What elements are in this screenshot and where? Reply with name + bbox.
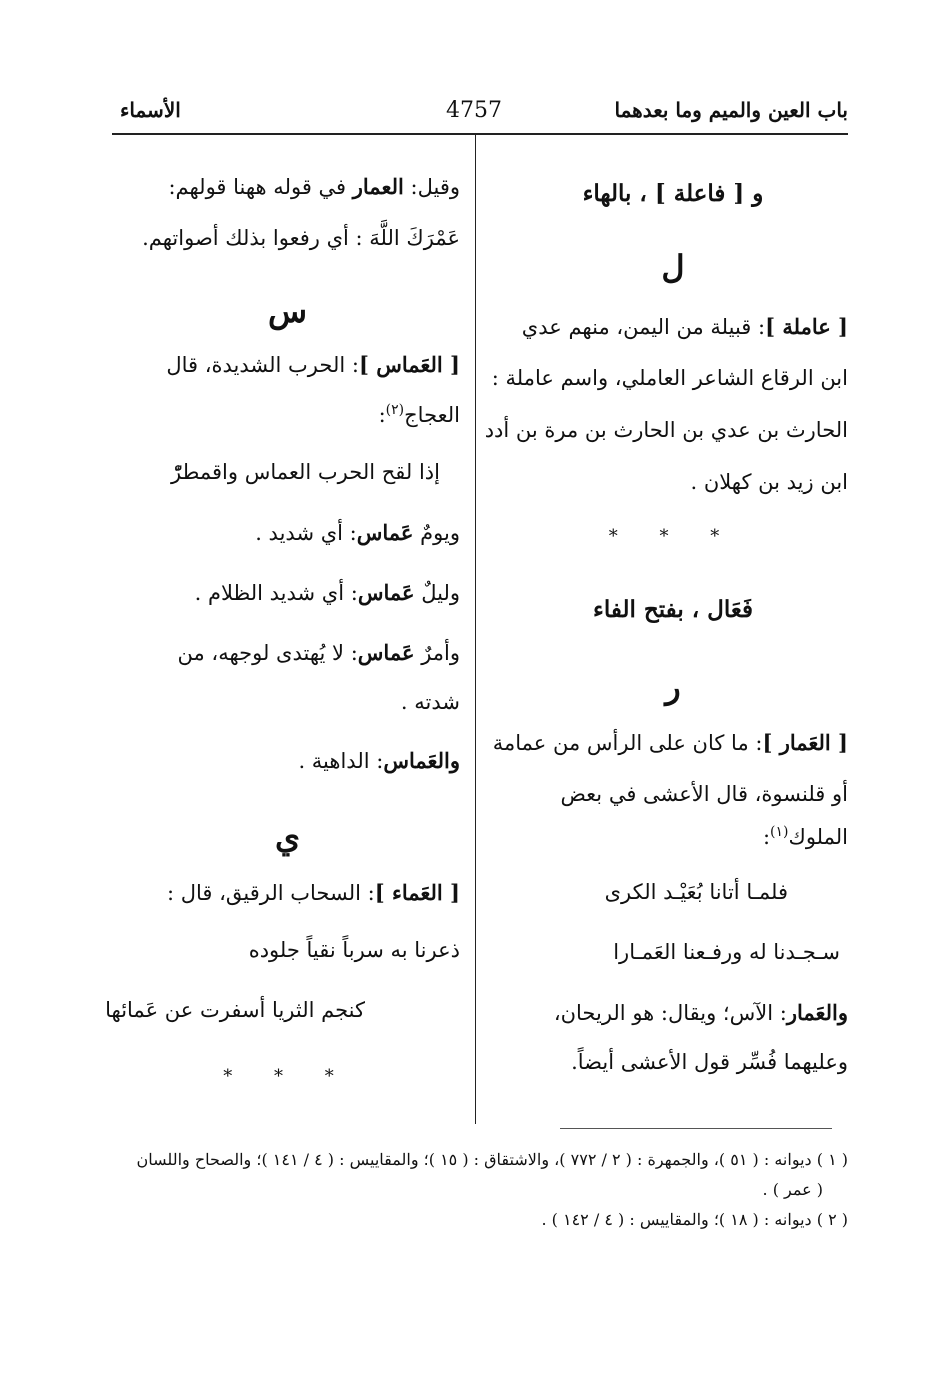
entry-imar-line1: [493, 730, 848, 755]
footnote-2: ( ٢ ) ديوانه : ( ١٨ )؛ والمقاييس : ( ٤ / ١٤٢ ) .: [541, 1210, 848, 1229]
entry-text: ويومٌ: [420, 521, 460, 545]
entry-amila-line4: ابن زيد بن كهلان .: [690, 470, 848, 494]
section-title-faila: و [ فاعلة ] ، بالهاء: [582, 180, 764, 207]
entry-text: : الحرب الشديدة، قال: [166, 353, 359, 377]
entry-amr-line2: شدته .: [400, 690, 460, 714]
entry-amila-line1: [522, 314, 848, 339]
entry-qil-line2: عَمْرَكَ اللَّهَ : أي رفعوا بذلك أصواتهم.: [142, 226, 460, 250]
verse-line-1a: فلمـا أتانا بُعَيْـد الكرى: [604, 880, 788, 904]
verse-line-3b: كنجم الثريا أسفرت عن عَمائها: [105, 998, 365, 1022]
verse-line-3a: ذعرنا به سرباً نقياً جلوده: [248, 938, 460, 962]
entry-term: [ العَمار ]: [762, 730, 848, 755]
entry-text: :: [378, 403, 386, 427]
entry-text: وليلٌ: [421, 581, 460, 605]
entry-text: : الداهية .: [298, 749, 384, 773]
entry-term: [ العَماس ]: [358, 352, 460, 377]
entry-term: [ عاملة ]: [765, 314, 848, 339]
entry-text: : أي شديد الظلام .: [194, 581, 358, 605]
entry-amila-line3: الحارث بن عدي بن الحارث بن مرة بن أدد: [484, 418, 848, 442]
entry-layl: [195, 580, 460, 605]
running-head-chapter: باب العين والميم وما بعدهما: [614, 98, 848, 122]
footnote-rule: [560, 1128, 832, 1129]
verse-line-1b: سـجـدنا له ورفـعنا العَمـارا: [613, 940, 840, 964]
column-divider: [475, 134, 476, 1124]
entry-ammas-line2: [379, 402, 460, 427]
entry-text: : الآس؛ ويقال: هو الريحان،: [553, 1001, 787, 1025]
footnote-ref-1: (١): [770, 824, 789, 840]
entry-term: والعَماس: [383, 748, 460, 773]
letter-heading-ya: ي: [274, 818, 301, 856]
footnote-ref-2: (٢): [385, 402, 405, 418]
section-title-faal: فَعَال ، بفتح الفاء: [593, 596, 753, 623]
letter-heading-ra: ر: [665, 668, 681, 706]
entry-aas-line2: وعليهما فُسِّر قول الأعشى أيضاً.: [571, 1050, 848, 1074]
letter-heading-lam: ل: [661, 248, 685, 286]
entry-text: في قوله ههنا قولهم:: [168, 175, 347, 199]
entry-text: : قبيلة من اليمن، منهم عدي: [521, 315, 766, 339]
section-separator-stars: * * *: [223, 1066, 352, 1087]
verse-line-2: إذا لقح الحرب العماس واقمطرّْ: [171, 460, 440, 484]
entry-text: : أي شديد .: [255, 521, 357, 545]
entry-text: الملوك: [788, 825, 848, 849]
footnote-1-line2: ( عمر ) .: [762, 1180, 823, 1199]
entry-qil-line1: [168, 174, 460, 199]
section-separator-stars: * * *: [608, 526, 738, 547]
entry-ama: [167, 880, 460, 905]
entry-text: : لا يُهتدى لوجهه، من: [177, 641, 358, 665]
entry-term: العمار: [352, 174, 404, 199]
running-head-section: الأسماء: [120, 98, 181, 122]
entry-imar-line3: [763, 824, 848, 849]
entry-dahiya: [298, 748, 460, 773]
entry-aas-line1: [554, 1000, 848, 1025]
entry-text: : ما كان على الرأس من عمامة: [492, 731, 763, 755]
footnote-1-line1: ( ١ ) ديوانه : ( ٥١ )، والجمهرة : ( ٢ / ٧٧٢ )، والاشتقاق : ( ١٥ )؛ والمقاييس : ( ٤ / ١٤١ )؛ والصحاح واللسان: [136, 1150, 848, 1169]
entry-text: العجاج: [404, 403, 460, 427]
entry-term: والعَمار: [786, 1000, 848, 1025]
letter-heading-sin: س: [267, 292, 308, 330]
entry-term: عَماس: [357, 640, 415, 665]
entry-term: [ العَماء ]: [374, 880, 460, 905]
entry-text: وأمرٌ: [421, 641, 460, 665]
entry-amr-line1: [178, 640, 460, 665]
entry-text: :: [762, 825, 771, 849]
entry-imar-line2: أو قلنسوة، قال الأعشى في بعض: [560, 782, 848, 806]
entry-amila-line2: ابن الرقاع الشاعر العاملي، واسم عاملة :: [491, 366, 848, 390]
page-number: 4757: [446, 98, 502, 123]
left-column: [105, 0, 460, 1377]
entry-yawm: [255, 520, 460, 545]
entry-term: عَماس: [356, 520, 414, 545]
entry-text: : السحاب الرقيق، قال :: [166, 881, 375, 905]
entry-ammas-line1: [166, 352, 460, 377]
entry-term: عَماس: [357, 580, 415, 605]
entry-text: وقيل:: [410, 175, 460, 199]
